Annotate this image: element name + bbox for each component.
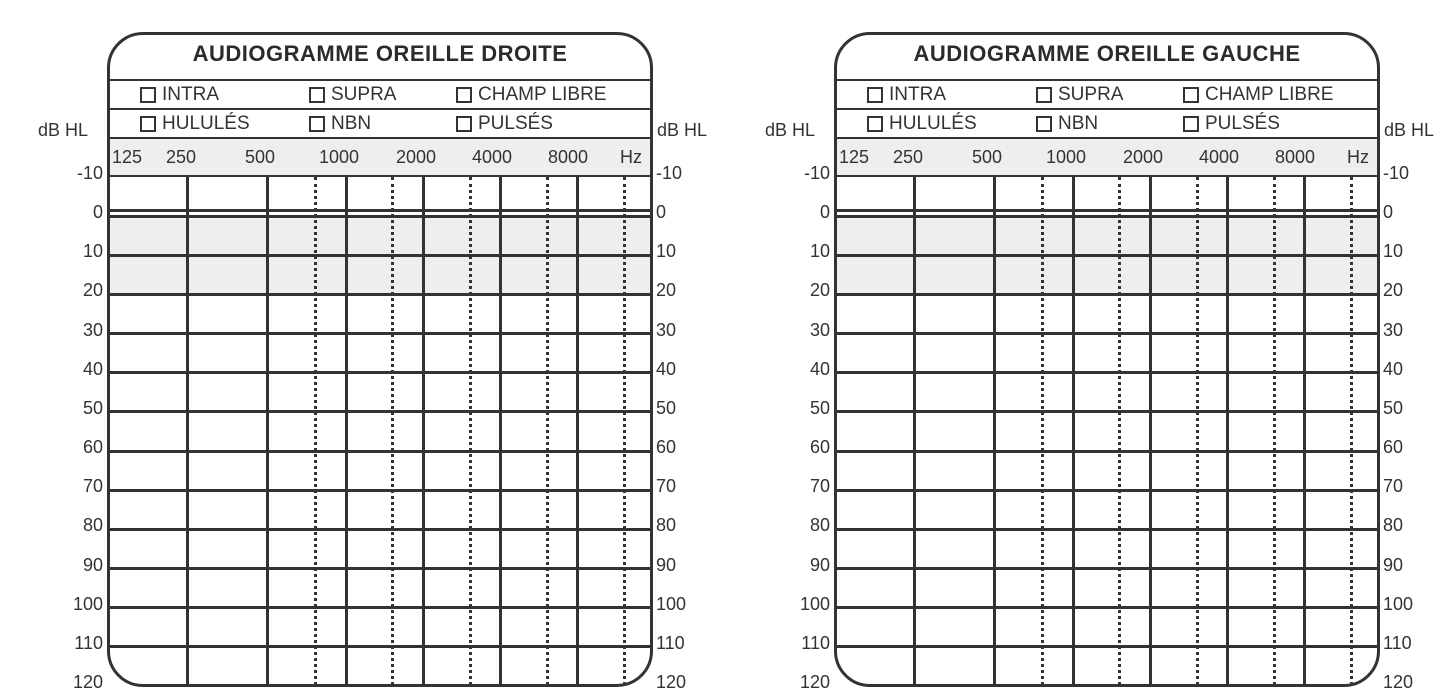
option-pulses[interactable] xyxy=(456,113,553,135)
checkbox[interactable] xyxy=(1036,87,1052,103)
checkbox[interactable] xyxy=(1183,87,1199,103)
checkbox[interactable] xyxy=(309,87,325,103)
freq-250: 250 xyxy=(893,147,924,167)
option-nbn[interactable] xyxy=(1036,113,1098,135)
freq-8000: 8000 xyxy=(548,147,589,167)
freq-unit: Hz xyxy=(1347,147,1369,167)
gridline-80db xyxy=(837,528,1377,531)
y-tick-l: 0 xyxy=(92,202,103,223)
option-label: HULULÉS xyxy=(889,113,977,134)
divider xyxy=(110,108,650,110)
y-tick-l: 40 xyxy=(809,358,830,379)
audiogram-frame xyxy=(834,32,1380,687)
gridline-0db xyxy=(837,209,1377,212)
checkbox[interactable] xyxy=(309,116,325,132)
y-tick-r: 70 xyxy=(1383,476,1404,497)
y-tick-l: 120 xyxy=(72,671,103,692)
y-tick-r: 40 xyxy=(656,358,677,379)
gridline-octave xyxy=(1226,177,1229,687)
freq-500: 500 xyxy=(245,147,276,167)
option-intra[interactable] xyxy=(140,84,219,106)
freq-4000: 4000 xyxy=(472,147,513,167)
gridline-octave xyxy=(993,177,996,687)
y-tick-r: -10 xyxy=(1383,163,1410,183)
y-tick-r: 0 xyxy=(656,202,667,223)
gridline-40db xyxy=(837,371,1377,374)
y-tick-r: 110 xyxy=(656,632,685,653)
checkbox[interactable] xyxy=(1183,116,1199,132)
option-label: INTRA xyxy=(162,84,219,105)
y-tick-r: 20 xyxy=(1383,280,1404,301)
option-label: NBN xyxy=(331,113,372,134)
gridline-80db xyxy=(110,528,650,531)
gridline-half-octave xyxy=(1196,177,1199,687)
freq-4000: 4000 xyxy=(1199,147,1240,167)
gridline-half-octave xyxy=(391,177,394,687)
gridline-half-octave xyxy=(1118,177,1121,687)
gridline-20db xyxy=(110,293,650,296)
freq-unit: Hz xyxy=(620,147,642,167)
y-axis-unit-left: dB HL xyxy=(38,120,89,140)
checkbox[interactable] xyxy=(867,116,883,132)
freq-125: 125 xyxy=(839,147,870,167)
gridline-110db xyxy=(837,645,1377,648)
gridline-half-octave xyxy=(314,177,317,687)
gridline-30db xyxy=(110,332,650,335)
gridline-half-octave xyxy=(1041,177,1044,687)
y-tick-r: 40 xyxy=(1383,358,1404,379)
y-axis-unit-right: dB HL xyxy=(1384,120,1435,140)
freq-8000: 8000 xyxy=(1275,147,1316,167)
option-champ-libre[interactable] xyxy=(1183,84,1333,106)
gridline-100db xyxy=(837,606,1377,609)
y-tick-r: -10 xyxy=(656,163,683,183)
y-tick-l: 60 xyxy=(809,437,830,458)
gridline-octave xyxy=(913,177,916,687)
y-axis-unit-right: dB HL xyxy=(657,120,708,140)
gridline-octave xyxy=(1149,177,1152,687)
y-tick-r: 80 xyxy=(1383,515,1404,536)
y-tick-r: 70 xyxy=(656,476,677,497)
freq-2000: 2000 xyxy=(1123,147,1164,167)
y-tick-r: 10 xyxy=(1383,241,1404,262)
y-tick-l: 70 xyxy=(809,476,830,497)
y-tick-l: 10 xyxy=(82,241,103,262)
y-tick-l: 40 xyxy=(82,358,103,379)
audiogram-left-ear xyxy=(727,0,1450,698)
y-tick-l: 60 xyxy=(82,437,103,458)
y-tick-r: 30 xyxy=(1383,319,1404,340)
option-label: NBN xyxy=(1058,113,1099,134)
y-tick-l: -10 xyxy=(803,163,830,183)
gridline-octave xyxy=(1072,177,1075,687)
gridline-70db xyxy=(837,489,1377,492)
gridline-90db xyxy=(837,567,1377,570)
y-tick-l: 90 xyxy=(82,554,103,575)
y-tick-l: 90 xyxy=(809,554,830,575)
y-tick-l: 70 xyxy=(82,476,103,497)
y-tick-r: 100 xyxy=(656,593,687,614)
y-tick-r: 50 xyxy=(1383,397,1404,418)
gridline-0db xyxy=(837,215,1377,218)
y-tick-r: 20 xyxy=(656,280,677,301)
option-label: HULULÉS xyxy=(162,113,250,134)
option-label: CHAMP LIBRE xyxy=(478,84,607,105)
gridline-10db xyxy=(110,254,650,257)
gridline-10db xyxy=(837,254,1377,257)
option-label: SUPRA xyxy=(331,84,397,105)
option-label: PULSÉS xyxy=(1205,113,1280,134)
divider xyxy=(837,175,1377,177)
y-tick-l: 110 xyxy=(74,632,103,653)
gridline-octave xyxy=(576,177,579,687)
y-tick-l: 120 xyxy=(799,671,830,692)
gridline-half-octave xyxy=(1350,177,1353,687)
gridline-50db xyxy=(837,410,1377,413)
divider xyxy=(837,137,1377,139)
gridline-half-octave xyxy=(623,177,626,687)
y-tick-l: 0 xyxy=(819,202,830,223)
option-hulules[interactable] xyxy=(140,113,250,135)
y-tick-l: 100 xyxy=(799,593,830,614)
freq-2000: 2000 xyxy=(396,147,437,167)
gridline-octave xyxy=(186,177,189,687)
option-label: INTRA xyxy=(889,84,946,105)
freq-1000: 1000 xyxy=(319,147,360,167)
option-pulses[interactable] xyxy=(1183,113,1280,135)
gridline-90db xyxy=(110,567,650,570)
y-tick-r: 90 xyxy=(1383,554,1404,575)
gridline-0db xyxy=(110,209,650,212)
y-tick-l: 50 xyxy=(82,397,103,418)
freq-250: 250 xyxy=(166,147,197,167)
checkbox[interactable] xyxy=(867,87,883,103)
y-tick-l: 110 xyxy=(801,632,830,653)
gridline-60db xyxy=(837,450,1377,453)
y-tick-r: 120 xyxy=(1383,671,1414,692)
audiogram-frame xyxy=(107,32,653,687)
checkbox[interactable] xyxy=(456,87,472,103)
y-tick-l: 100 xyxy=(72,593,103,614)
y-tick-r: 60 xyxy=(656,437,677,458)
y-tick-l: 80 xyxy=(809,515,830,536)
gridline-20db xyxy=(837,293,1377,296)
freq-1000: 1000 xyxy=(1046,147,1087,167)
freq-500: 500 xyxy=(972,147,1003,167)
divider xyxy=(837,108,1377,110)
checkbox[interactable] xyxy=(1036,116,1052,132)
option-intra[interactable] xyxy=(867,84,946,106)
y-tick-l: 50 xyxy=(809,397,830,418)
y-tick-r: 10 xyxy=(656,241,677,262)
gridline-octave xyxy=(422,177,425,687)
option-nbn[interactable] xyxy=(309,113,371,135)
option-label: SUPRA xyxy=(1058,84,1124,105)
y-tick-r: 90 xyxy=(656,554,677,575)
y-tick-l: 30 xyxy=(809,319,830,340)
y-tick-r: 60 xyxy=(1383,437,1404,458)
y-tick-r: 100 xyxy=(1383,593,1414,614)
y-tick-r: 120 xyxy=(656,671,687,692)
divider xyxy=(837,79,1377,81)
gridline-octave xyxy=(345,177,348,687)
y-tick-r: 110 xyxy=(1383,632,1412,653)
gridline-70db xyxy=(110,489,650,492)
chart-title: AUDIOGRAMME OREILLE DROITE xyxy=(192,41,568,66)
gridline-octave xyxy=(266,177,269,687)
y-tick-r: 80 xyxy=(656,515,677,536)
divider xyxy=(110,137,650,139)
gridline-octave xyxy=(499,177,502,687)
gridline-110db xyxy=(110,645,650,648)
divider xyxy=(110,79,650,81)
divider xyxy=(110,175,650,177)
y-tick-r: 30 xyxy=(656,319,677,340)
gridline-60db xyxy=(110,450,650,453)
y-tick-l: 30 xyxy=(82,319,103,340)
option-supra[interactable] xyxy=(309,84,396,106)
gridline-0db xyxy=(110,215,650,218)
gridline-50db xyxy=(110,410,650,413)
checkbox[interactable] xyxy=(456,116,472,132)
option-hulules[interactable] xyxy=(867,113,977,135)
option-supra[interactable] xyxy=(1036,84,1123,106)
y-tick-l: 20 xyxy=(809,280,830,301)
option-label: CHAMP LIBRE xyxy=(1205,84,1334,105)
gridline-octave xyxy=(1303,177,1306,687)
y-tick-l: 10 xyxy=(809,241,830,262)
y-tick-r: 0 xyxy=(1383,202,1394,223)
y-axis-unit-left: dB HL xyxy=(765,120,816,140)
checkbox[interactable] xyxy=(140,87,156,103)
y-tick-l: -10 xyxy=(76,163,103,183)
gridline-half-octave xyxy=(469,177,472,687)
option-champ-libre[interactable] xyxy=(456,84,606,106)
y-tick-l: 80 xyxy=(82,515,103,536)
freq-125: 125 xyxy=(112,147,143,167)
gridline-100db xyxy=(110,606,650,609)
gridline-half-octave xyxy=(546,177,549,687)
gridline-30db xyxy=(837,332,1377,335)
option-label: PULSÉS xyxy=(478,113,553,134)
y-tick-l: 20 xyxy=(82,280,103,301)
chart-title: AUDIOGRAMME OREILLE GAUCHE xyxy=(913,41,1301,66)
checkbox[interactable] xyxy=(140,116,156,132)
y-tick-r: 50 xyxy=(656,397,677,418)
gridline-half-octave xyxy=(1273,177,1276,687)
gridline-40db xyxy=(110,371,650,374)
